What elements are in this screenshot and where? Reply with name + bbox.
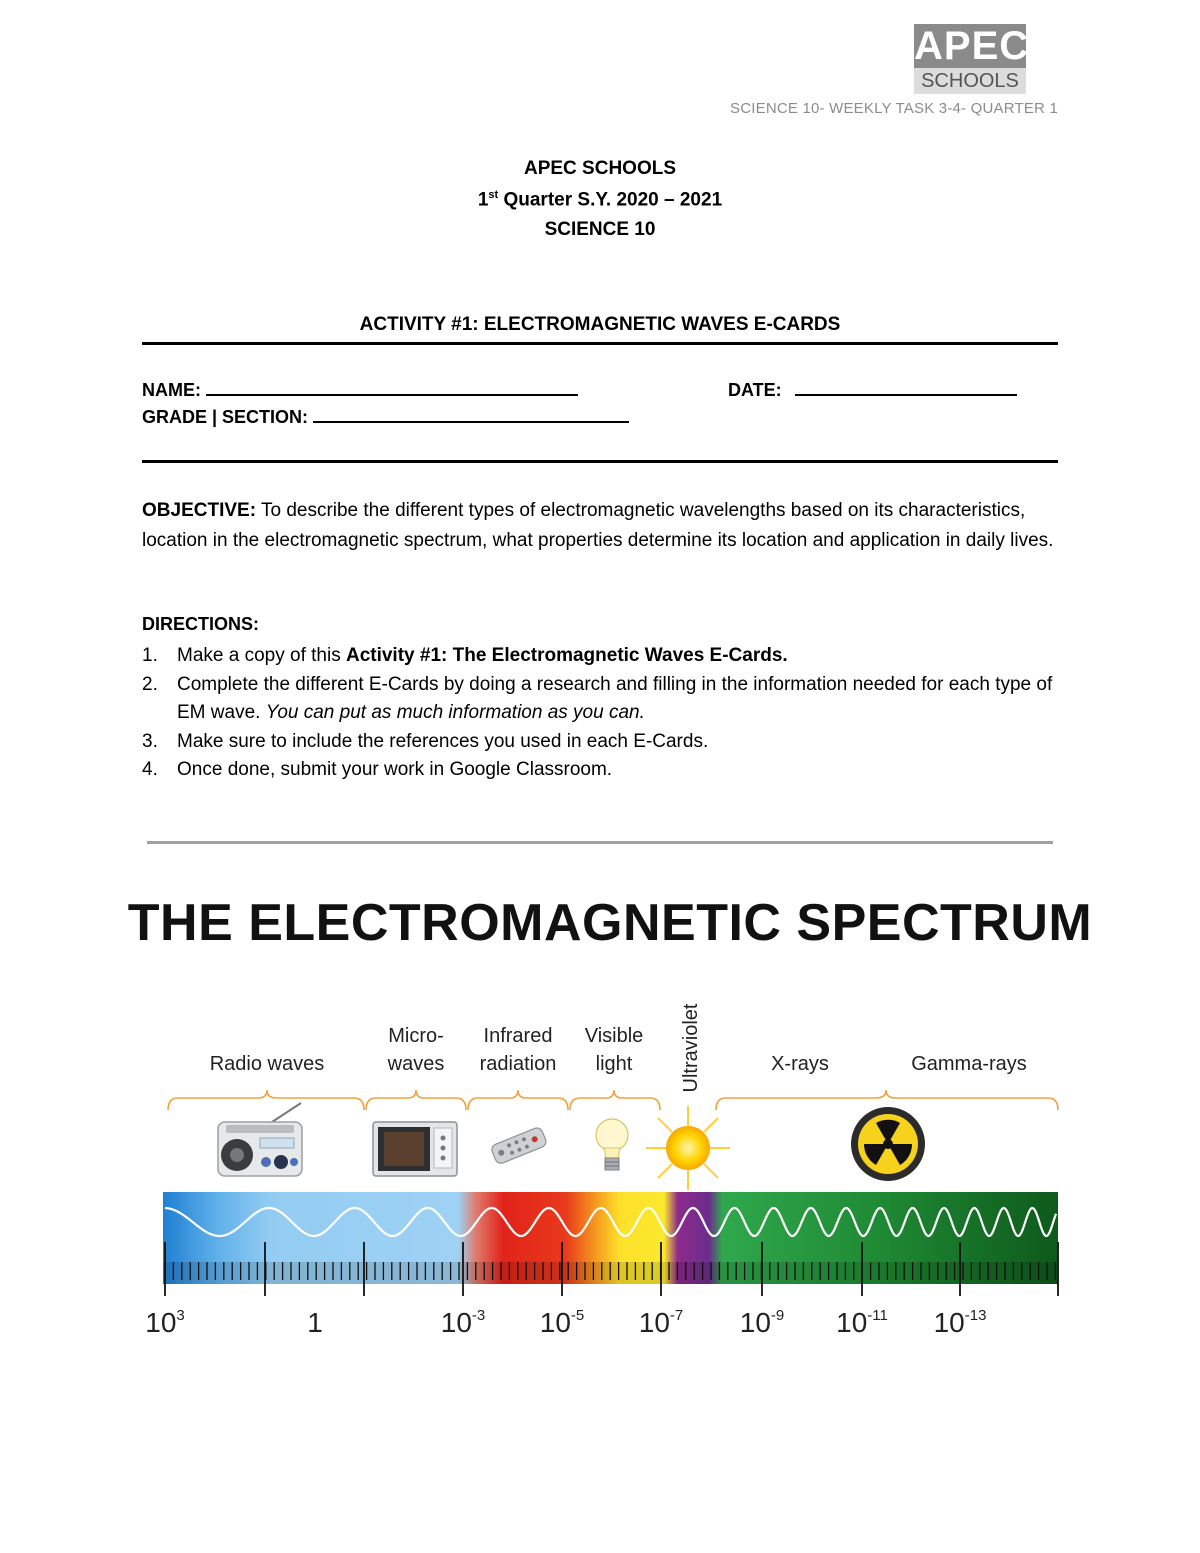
directions-label: DIRECTIONS: — [142, 614, 259, 634]
activity-title: ACTIVITY #1: ELECTROMAGNETIC WAVES E-CARDS — [359, 314, 841, 335]
band-label-infrared-2: radiation — [479, 1053, 557, 1075]
date-label: DATE: — [728, 380, 782, 400]
band-label-visible-2: light — [595, 1053, 633, 1075]
direction-item: 2. Complete the different E-Cards by doing a research and filling in the information needed for each type of EM wave. You can put as much information as you can. — [142, 673, 1053, 723]
band-label-microwave-1: Micro- — [388, 1025, 444, 1047]
grade-section-field[interactable] — [142, 405, 629, 428]
name-label: NAME: — [142, 380, 201, 400]
direction-item: 1. Make a copy of this Activity #1: The Electromagnetic Waves E-Cards. — [142, 645, 788, 666]
scale-label-1e-9: $10^{-9}$ — [739, 1307, 785, 1338]
scale-label-1e-7: $10^{-7}$ — [638, 1307, 684, 1338]
directions-list — [142, 642, 1058, 785]
direction-item: 4. Once done, submit your work in Google Classroom. — [142, 759, 613, 780]
light-bulb-icon — [596, 1119, 628, 1170]
band-label-infrared-1: Infrared — [483, 1025, 553, 1047]
direction-item: 3. Make sure to include the references you used in each E-Cards. — [142, 730, 709, 752]
band-label-xrays: X-rays — [771, 1053, 829, 1075]
grade-section-blank[interactable] — [313, 405, 629, 423]
logo-line-2: SCHOOLS — [914, 68, 1026, 94]
rule-top — [142, 342, 1058, 345]
scale-label-1e3: $10^3$ — [145, 1307, 185, 1338]
scale-label-1: 1 — [307, 1307, 323, 1338]
section-divider — [147, 841, 1053, 844]
objective-paragraph — [142, 496, 1058, 555]
scale-label-1e-5: $10^{-5}$ — [539, 1307, 585, 1338]
name-field[interactable] — [142, 378, 578, 401]
band-label-microwave-2: waves — [387, 1053, 445, 1075]
radiation-symbol-icon — [851, 1107, 925, 1181]
electromagnetic-spectrum-figure — [0, 980, 1200, 1350]
header-note: SCIENCE 10- WEEKLY TASK 3-4- QUARTER 1 — [730, 100, 1058, 117]
scale-label-1e-11: $10^{-11}$ — [836, 1307, 888, 1338]
school-name: APEC SCHOOLS — [523, 158, 677, 179]
date-blank[interactable] — [795, 378, 1017, 396]
remote-control-icon — [490, 1126, 548, 1165]
band-label-visible-1: Visible — [584, 1025, 644, 1047]
sun-icon — [646, 1106, 730, 1190]
band-label-gammarays: Gamma-rays — [911, 1053, 1027, 1075]
apec-schools-logo — [914, 24, 1030, 94]
scale-label-1e-13: $10^{-13}$ — [933, 1307, 987, 1338]
microwave-oven-icon — [373, 1122, 457, 1176]
band-braces — [168, 1090, 1058, 1110]
radio-icon — [218, 1103, 302, 1176]
spectrum-title: THE ELECTROMAGNETIC SPECTRUM — [127, 894, 1093, 952]
band-label-radio: Radio waves — [209, 1053, 325, 1075]
subject-name: SCIENCE 10 — [544, 219, 656, 240]
scale-label-1e-3: $10^{-3}$ — [440, 1307, 486, 1338]
grade-section-label: GRADE | SECTION: — [142, 407, 309, 427]
objective-text: To describe the different types of electromagnetic wavelengths based on its characteristics, location in the electromagnetic spectrum, what properties determine its location and application in daily lives. — [142, 500, 1054, 551]
rule-bottom — [142, 460, 1058, 463]
quarter-line: 1st Quarter S.Y. 2020 – 2021 — [477, 189, 723, 211]
name-blank[interactable] — [206, 378, 578, 396]
objective-label: OBJECTIVE: — [142, 500, 257, 521]
band-label-ultraviolet: Ultraviolet — [680, 1003, 702, 1093]
logo-line-1: APEC — [914, 24, 1030, 68]
date-field[interactable] — [728, 378, 1017, 401]
